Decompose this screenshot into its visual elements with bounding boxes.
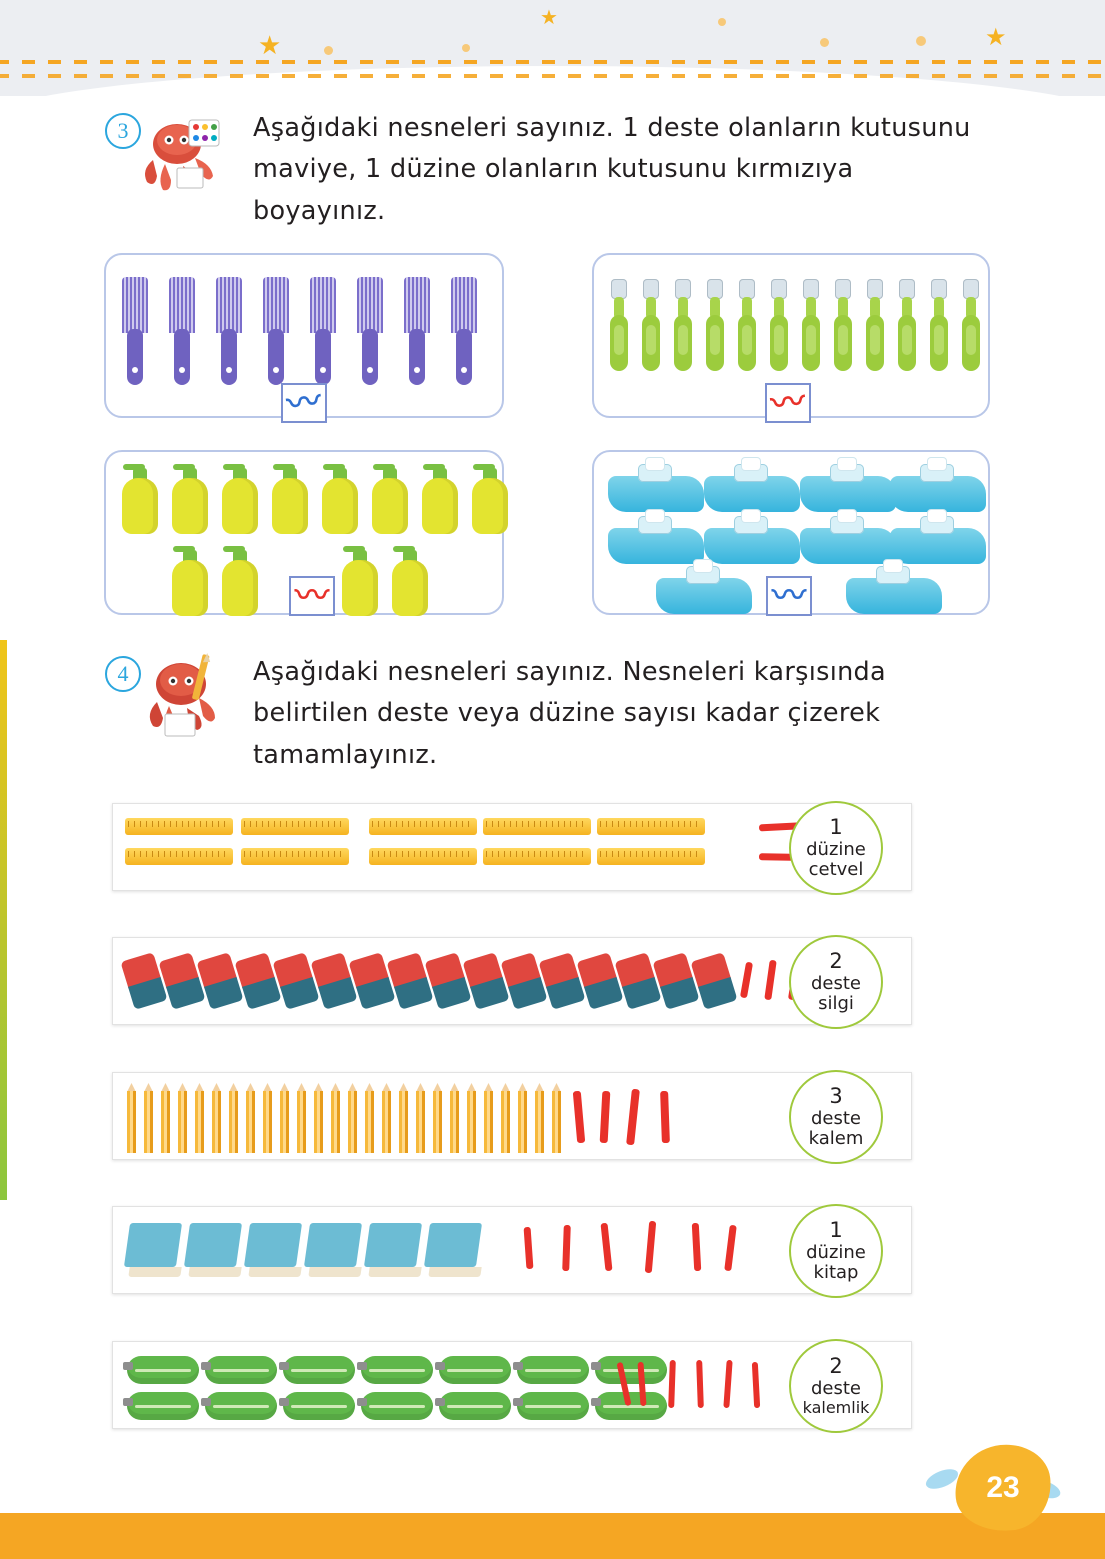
label-object: kitap xyxy=(813,1261,859,1283)
wet-wipe-box-answer[interactable] xyxy=(766,576,812,616)
hand-drawn-mark xyxy=(752,1362,760,1408)
task-4-instruction: Aşağıdaki nesneleri sayınız. Nesneleri karşısında belirtilen deste veya düzine sayısı kadar çizerek tamamlayınız. xyxy=(253,657,886,770)
octopus-with-paint-icon xyxy=(133,106,233,206)
dot-icon xyxy=(820,38,829,47)
page-number xyxy=(955,1445,1051,1531)
label-number: 1 xyxy=(829,1218,843,1243)
top-decoration-band xyxy=(0,0,1105,96)
label-number: 1 xyxy=(829,815,843,840)
label-object: cetvel xyxy=(808,858,864,880)
wave-shape xyxy=(0,66,1105,96)
dashed-line-lower xyxy=(0,74,1105,78)
star-icon: ★ xyxy=(985,24,1007,51)
hand-drawn-mark xyxy=(645,1221,657,1273)
bottom-color-band xyxy=(0,1513,1105,1559)
label-unit: deste xyxy=(810,1107,861,1129)
soap-bottle-box-answer[interactable] xyxy=(289,576,335,616)
book-row[interactable] xyxy=(112,1206,912,1294)
book-row-label xyxy=(789,1204,883,1298)
hand-drawn-mark xyxy=(668,1360,676,1408)
red-scribble-icon: 〰 xyxy=(295,577,329,615)
hand-drawn-mark xyxy=(524,1227,534,1269)
task-3-instruction: Aşağıdaki nesneleri sayınız. 1 deste olanların kutusunu maviye, 1 düzine olanların kutusunu kırmızıya boyayınız. xyxy=(253,113,971,226)
label-object: kalemlik xyxy=(802,1397,870,1417)
dot-icon xyxy=(324,46,333,55)
hand-drawn-mark xyxy=(764,960,776,1001)
ruler-row[interactable] xyxy=(112,803,912,891)
label-unit: düzine xyxy=(806,838,866,860)
hand-drawn-mark xyxy=(626,1089,640,1146)
label-unit: düzine xyxy=(806,1241,866,1263)
hand-drawn-mark xyxy=(601,1223,613,1271)
left-color-strip xyxy=(0,640,7,1200)
dot-icon xyxy=(916,36,926,46)
pencil-case-row[interactable] xyxy=(112,1341,912,1429)
hand-drawn-mark xyxy=(660,1091,670,1143)
eraser-row-label xyxy=(789,935,883,1029)
eraser-row[interactable] xyxy=(112,937,912,1025)
comb-box-answer[interactable] xyxy=(281,383,327,423)
hand-drawn-mark xyxy=(573,1091,586,1143)
dashed-line xyxy=(0,60,1105,64)
blue-scribble-icon: 〰 xyxy=(772,577,806,615)
pencil-row-label xyxy=(789,1070,883,1164)
hand-drawn-mark xyxy=(600,1091,611,1143)
label-unit: deste xyxy=(810,972,861,994)
octopus-with-pencil-icon xyxy=(135,648,235,748)
dot-icon xyxy=(718,18,726,26)
label-object: kalem xyxy=(808,1127,864,1149)
label-object: silgi xyxy=(818,992,854,1014)
hand-drawn-mark xyxy=(692,1223,702,1271)
pencil-row[interactable] xyxy=(112,1072,912,1160)
label-unit: deste xyxy=(810,1377,861,1399)
pencil-case-row-label xyxy=(789,1339,883,1433)
hand-drawn-mark xyxy=(723,1360,732,1408)
star-icon: ★ xyxy=(540,7,558,29)
toothbrush-box-answer[interactable] xyxy=(765,383,811,423)
ruler-row-label xyxy=(789,801,883,895)
hand-drawn-mark xyxy=(562,1225,571,1271)
page-number-text: 23 xyxy=(986,1471,1020,1504)
star-icon: ★ xyxy=(258,30,282,60)
red-scribble-icon: 〰 xyxy=(769,382,807,424)
label-number: 3 xyxy=(829,1084,843,1109)
hand-drawn-mark xyxy=(696,1360,704,1408)
task-4-number: 4 xyxy=(105,656,141,692)
label-number: 2 xyxy=(829,1354,843,1379)
hand-drawn-mark xyxy=(724,1225,737,1272)
label-number: 2 xyxy=(829,949,843,974)
task-3-number: 3 xyxy=(105,113,141,149)
hand-drawn-mark xyxy=(740,962,753,999)
dot-icon xyxy=(462,44,470,52)
blue-scribble-icon: 〰 xyxy=(284,381,324,425)
